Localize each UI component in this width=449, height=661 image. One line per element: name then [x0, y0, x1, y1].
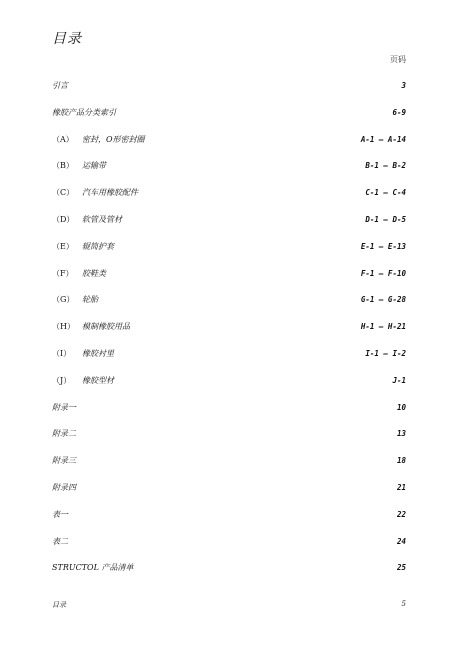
page-column-label: 页码 — [390, 55, 406, 64]
toc-entry-name: 胶鞋类 — [82, 268, 106, 278]
toc-entry-pages: 24 — [396, 536, 406, 546]
toc-entry-name: 橡胶衬里 — [82, 348, 114, 358]
toc-entry[interactable] — [52, 214, 406, 241]
toc-entry-name: 附录二 — [52, 429, 76, 439]
toc-entry-pages: 21 — [396, 482, 406, 492]
toc-entry[interactable] — [52, 428, 406, 455]
toc-entry-pages: 10 — [396, 402, 406, 412]
toc-entry[interactable] — [52, 321, 406, 348]
toc-entry[interactable] — [52, 536, 406, 563]
toc-entry-name: 汽车用橡胶配件 — [82, 188, 138, 198]
toc-list — [52, 80, 406, 589]
toc-entry[interactable] — [52, 160, 406, 187]
toc-entry-pages: H-1 – H-21 — [360, 322, 406, 332]
toc-entry-pages: 18 — [396, 456, 406, 466]
toc-entry-name: 橡胶产品分类索引 — [52, 107, 116, 117]
toc-entry[interactable] — [52, 187, 406, 214]
toc-entry-name: 附录四 — [52, 482, 76, 492]
toc-entry-pages: F-1 – F-10 — [360, 268, 406, 278]
toc-entry[interactable] — [52, 107, 406, 134]
toc-entry-pages: C-1 – C-4 — [365, 188, 406, 198]
footer-page-number: 5 — [401, 600, 406, 608]
toc-entry-pages: G-1 – G-28 — [360, 295, 406, 305]
toc-entry[interactable] — [52, 402, 406, 429]
toc-entry-code: （B） — [52, 161, 74, 171]
toc-entry-code: （C） — [52, 188, 75, 198]
toc-entry-name: STRUCTOL 产品清单 — [52, 563, 134, 573]
toc-entry-code: （G） — [52, 295, 75, 305]
toc-entry[interactable] — [52, 134, 406, 161]
toc-entry-name: 附录一 — [52, 402, 76, 412]
toc-entry-code: （A） — [52, 134, 74, 144]
toc-entry-pages: J-1 — [392, 375, 406, 385]
toc-entry[interactable] — [52, 348, 406, 375]
toc-entry-name: 轮胎 — [82, 295, 98, 305]
toc-entry-code: （I） — [52, 348, 72, 358]
toc-entry-name: 表二 — [52, 536, 68, 546]
toc-entry-name: 橡胶型材 — [82, 375, 114, 385]
toc-entry[interactable] — [52, 482, 406, 509]
toc-entry-pages: 6-9 — [392, 107, 406, 117]
toc-entry-name: 表一 — [52, 509, 68, 519]
toc-entry-pages: 22 — [396, 509, 406, 519]
page-footer — [52, 600, 406, 610]
toc-entry-pages: E-1 – E-13 — [360, 241, 406, 251]
toc-entry-name: 辊筒护套 — [82, 241, 114, 251]
toc-entry[interactable] — [52, 455, 406, 482]
toc-entry-pages: B-1 – B-2 — [365, 161, 406, 171]
toc-entry[interactable] — [52, 241, 406, 268]
toc-entry-code: （J） — [52, 375, 72, 385]
toc-entry[interactable] — [52, 562, 406, 589]
toc-entry-name: 运输带 — [82, 161, 106, 171]
toc-entry[interactable] — [52, 294, 406, 321]
footer-section-label: 目录 — [52, 601, 66, 609]
toc-entry-pages: D-1 – D-5 — [365, 214, 406, 224]
toc-entry-code: （D） — [52, 214, 75, 224]
toc-entry-name: 附录三 — [52, 456, 76, 466]
toc-entry-pages: 3 — [401, 81, 406, 90]
toc-entry-pages: 13 — [396, 429, 406, 439]
toc-entry-name: 密封，O形密封圈 — [82, 134, 145, 144]
toc-entry-pages: 25 — [396, 563, 406, 573]
toc-entry-code: （F） — [52, 268, 74, 278]
toc-entry-pages: A-1 – A-14 — [360, 134, 406, 144]
toc-entry[interactable] — [52, 509, 406, 536]
toc-entry-name: 软管及管材 — [82, 214, 122, 224]
toc-entry[interactable] — [52, 375, 406, 402]
toc-entry-pages: I-1 – I-2 — [365, 348, 406, 358]
toc-entry[interactable] — [52, 268, 406, 295]
toc-entry-name: 引言 — [52, 81, 68, 90]
toc-entry[interactable] — [52, 80, 406, 107]
toc-entry-name: 模制橡胶用品 — [82, 322, 130, 332]
toc-entry-code: （E） — [52, 241, 74, 251]
page-title: 目录 — [52, 31, 82, 47]
toc-entry-code: （H） — [52, 322, 75, 332]
